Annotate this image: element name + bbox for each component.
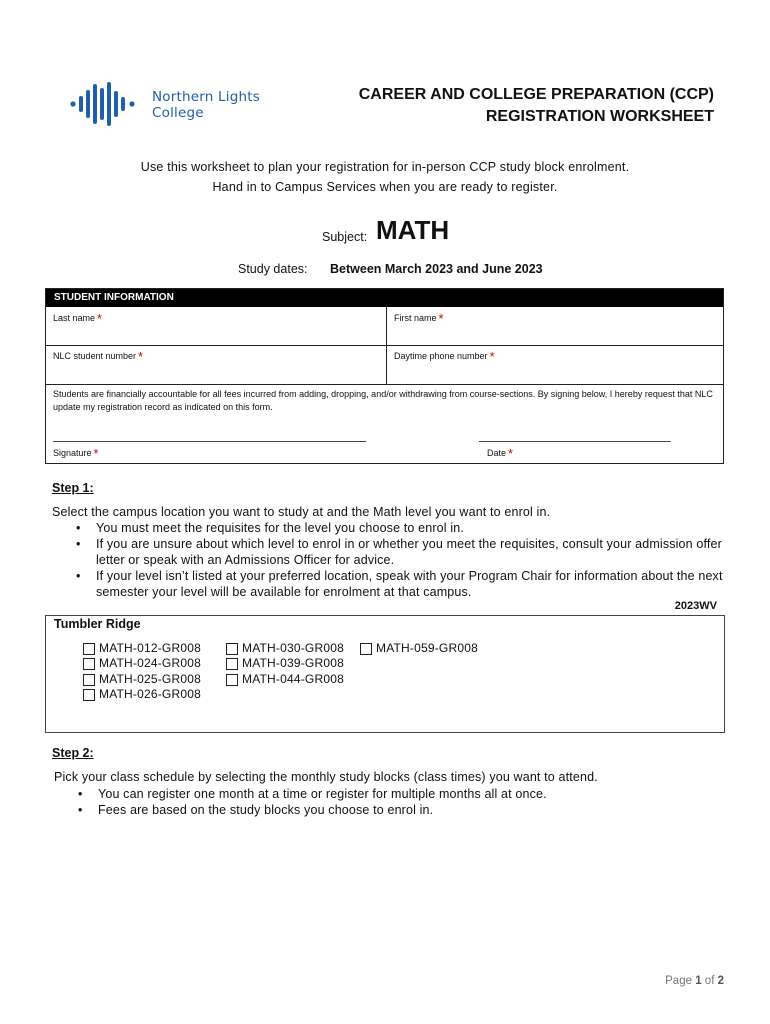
step-2-text: Pick your class schedule by selecting the monthly study blocks (class times) you want to attend. <box>54 770 598 784</box>
list-item: • If your level isn’t listed at your preferred location, speak with your Program Chair for information about the next semester your level will be available for enrolment at that campus. <box>52 568 732 600</box>
logo-bars-icon <box>70 82 140 126</box>
semester-code: 2023WV <box>674 600 717 612</box>
step-2-bullets <box>54 786 734 818</box>
course-label: MATH-026-GR008 <box>99 687 201 701</box>
date-label: Date <box>487 448 507 458</box>
page-current: 1 <box>695 975 702 987</box>
required-marker: * <box>93 446 99 461</box>
course-label: MATH-024-GR008 <box>99 656 201 670</box>
last-name-field[interactable] <box>46 307 386 345</box>
page-label: Page <box>665 975 692 987</box>
course-option[interactable] <box>226 672 344 687</box>
logo-wordmark <box>152 89 260 121</box>
student-information-table <box>45 288 724 464</box>
course-label: MATH-025-GR008 <box>99 672 201 686</box>
course-label: MATH-012-GR008 <box>99 641 201 655</box>
study-dates-value: Between March 2023 and June 2023 <box>330 262 543 276</box>
title-line-2: REGISTRATION WORKSHEET <box>485 108 714 125</box>
checkbox[interactable] <box>83 689 95 701</box>
page-number <box>665 975 724 987</box>
checkbox[interactable] <box>83 674 95 686</box>
required-marker: * <box>489 349 495 364</box>
list-item: • You must meet the requisites for the level you choose to enrol in. <box>52 520 732 536</box>
last-name-label: Last name <box>53 313 96 323</box>
course-option[interactable] <box>83 641 201 656</box>
course-option[interactable] <box>226 656 344 671</box>
required-marker: * <box>438 311 444 326</box>
phone-label: Daytime phone number <box>394 351 488 361</box>
course-label: MATH-030-GR008 <box>242 641 344 655</box>
title-line-1: CAREER AND COLLEGE PREPARATION (CCP) <box>358 86 714 103</box>
signature-line[interactable] <box>53 441 366 442</box>
of-label: of <box>704 975 715 987</box>
first-name-label: First name <box>394 313 437 323</box>
course-label: MATH-044-GR008 <box>242 672 344 686</box>
list-item: • Fees are based on the study blocks you choose to enrol in. <box>54 802 734 818</box>
list-item: • You can register one month at a time or register for multiple months all at once. <box>54 786 734 802</box>
student-number-label: NLC student number <box>53 351 137 361</box>
financial-notice: Students are financially accountable for all fees incurred from adding, dropping, and/or withdrawing from course-sections. By signing below, I hereby request that NLC update my registration record as indicated on this form. <box>53 389 713 412</box>
checkbox[interactable] <box>226 658 238 670</box>
checkbox[interactable] <box>226 674 238 686</box>
location-name: Tumbler Ridge <box>54 617 141 631</box>
course-option[interactable] <box>83 687 201 702</box>
required-marker: * <box>97 311 103 326</box>
course-option[interactable] <box>83 672 201 687</box>
signature-label: Signature <box>53 448 92 458</box>
first-name-field[interactable] <box>387 307 723 345</box>
page-total: 2 <box>717 975 724 987</box>
document-title <box>359 84 714 128</box>
table-divider <box>46 384 723 385</box>
course-option[interactable] <box>360 641 478 656</box>
course-option[interactable] <box>83 656 201 671</box>
step-1-text: Select the campus location you want to study at and the Math level you want to enrol in. <box>52 505 551 519</box>
course-label: MATH-039-GR008 <box>242 656 344 670</box>
student-info-heading: STUDENT INFORMATION <box>46 289 723 307</box>
study-dates-label: Study dates: <box>238 262 308 276</box>
student-number-field[interactable] <box>46 345 386 384</box>
course-label: MATH-059-GR008 <box>376 641 478 655</box>
signature-label-wrap <box>53 446 99 461</box>
checkbox[interactable] <box>83 643 95 655</box>
subject-value: MATH <box>376 215 450 245</box>
logo-line-2: College <box>152 105 204 121</box>
checkbox[interactable] <box>226 643 238 655</box>
intro-line-2: Hand in to Campus Services when you are ready to register. <box>212 180 558 194</box>
intro-line-1: Use this worksheet to plan your registration for in-person CCP study block enrolment. <box>140 160 630 174</box>
college-logo <box>70 82 270 126</box>
logo-line-1: Northern Lights <box>152 89 260 105</box>
step-2-heading: Step 2: <box>52 746 94 760</box>
subject-label: Subject: <box>322 230 368 244</box>
course-option[interactable] <box>226 641 344 656</box>
required-marker: * <box>508 446 514 461</box>
date-line[interactable] <box>479 441 671 442</box>
step-1-heading: Step 1: <box>52 481 94 495</box>
required-marker: * <box>138 349 144 364</box>
list-item: • If you are unsure about which level to enrol in or whether you meet the requisites, consult your admission offer letter or speak with an Admissions Officer for advice. <box>52 536 732 568</box>
location-box-tumbler-ridge <box>45 615 725 733</box>
step-1-bullets <box>52 520 732 600</box>
checkbox[interactable] <box>360 643 372 655</box>
checkbox[interactable] <box>83 658 95 670</box>
phone-field[interactable] <box>387 345 723 384</box>
date-label-wrap <box>487 446 513 461</box>
